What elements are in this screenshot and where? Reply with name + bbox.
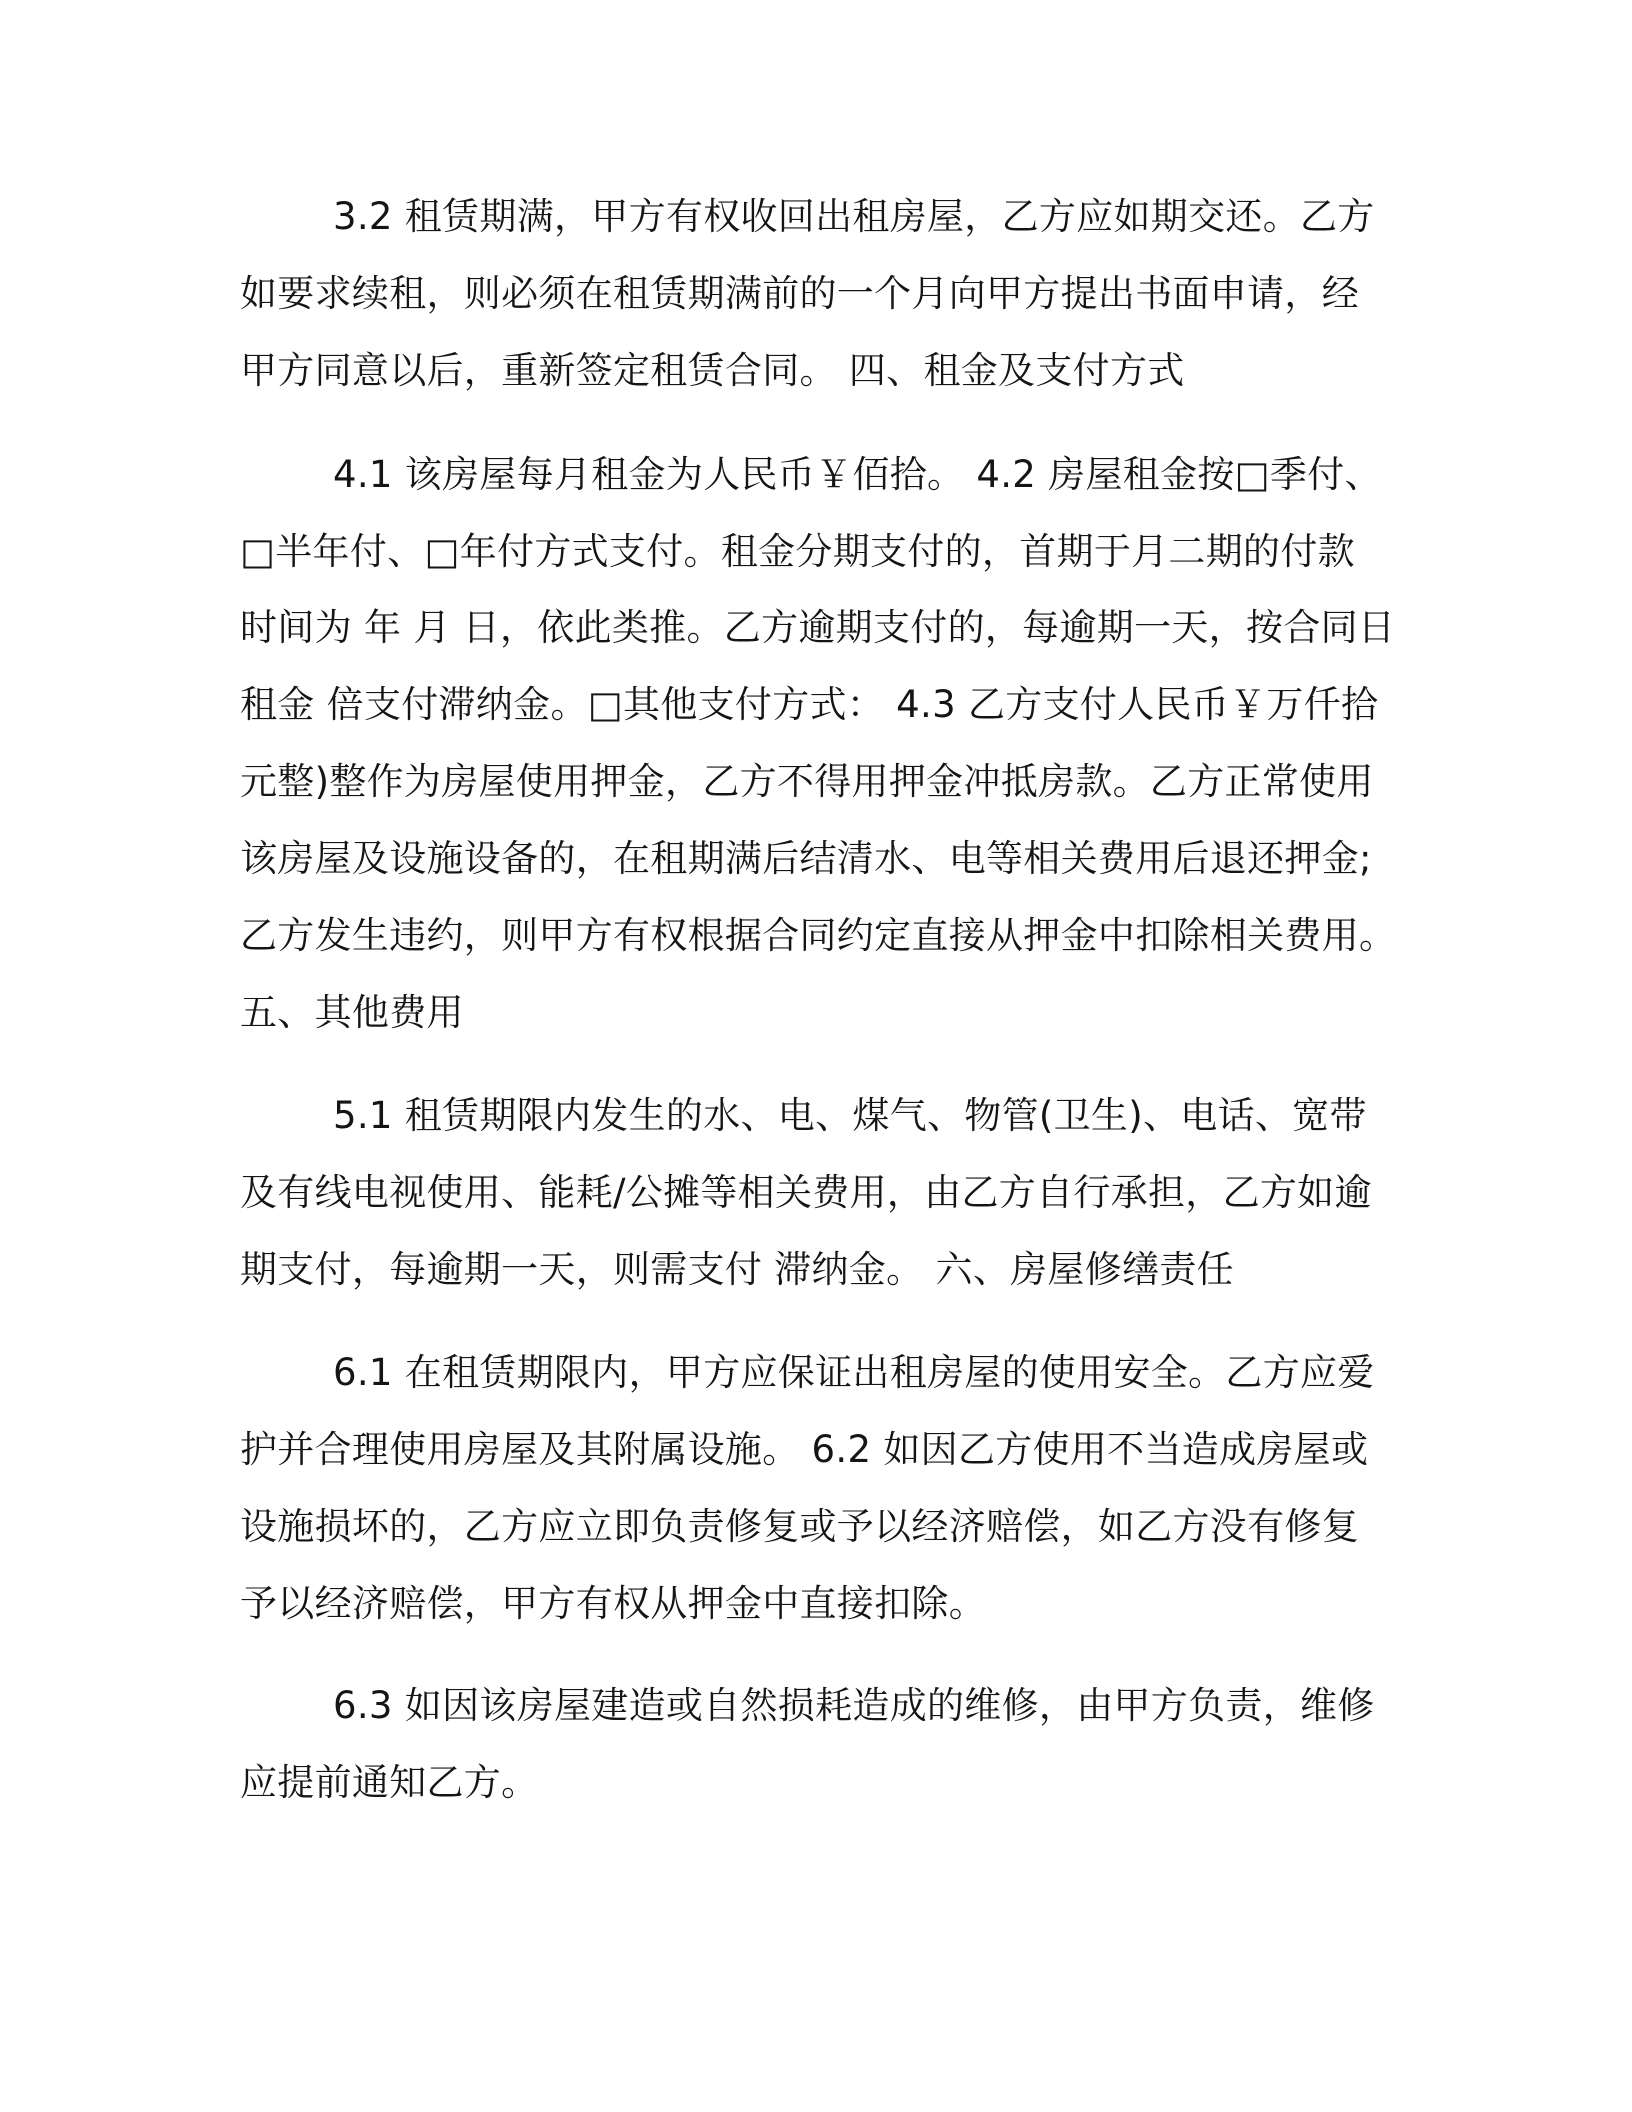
text-line: 元整)整作为房屋使用押金，乙方不得用押金冲抵房款。乙方正常使用 xyxy=(240,760,1374,803)
text-line: 5.1 租赁期限内发生的水、电、煤气、物管(卫生)、电话、宽带 xyxy=(333,1094,1367,1137)
text-line: 予以经济赔偿，甲方有权从押金中直接扣除。 xyxy=(240,1582,986,1625)
text-line: 租金 倍支付滞纳金。□其他支付方式： 4.3 乙方支付人民币￥万仟拾 xyxy=(240,683,1379,726)
text-line: 时间为 年 月 日，依此类推。乙方逾期支付的，每逾期一天，按合同日 xyxy=(240,606,1396,649)
text-line: 6.3 如因该房屋建造或自然损耗造成的维修，由甲方负责，维修 xyxy=(333,1684,1375,1727)
text-line: 3.2 租赁期满，甲方有权收回出租房屋，乙方应如期交还。乙方 xyxy=(333,195,1375,238)
text-line: 该房屋及设施设备的，在租期满后结清水、电等相关费用后退还押金; xyxy=(240,837,1372,880)
text-line: 4.1 该房屋每月租金为人民币￥佰拾。 4.2 房屋租金按□季付、 xyxy=(333,453,1382,496)
text-line: 设施损坏的，乙方应立即负责修复或予以经济赔偿，如乙方没有修复 xyxy=(240,1505,1359,1548)
text-line: 应提前通知乙方。 xyxy=(240,1761,539,1804)
text-line: 甲方同意以后，重新签定租赁合同。 四、租金及支付方式 xyxy=(240,349,1185,392)
text-line: 如要求续租，则必须在租赁期满前的一个月向甲方提出书面申请，经 xyxy=(240,272,1359,315)
section-heading: 五、其他费用 xyxy=(240,991,464,1034)
text-line: □半年付、□年付方式支付。租金分期支付的，首期于月二期的付款 xyxy=(240,530,1355,573)
text-line: 护并合理使用房屋及其附属设施。 6.2 如因乙方使用不当造成房屋或 xyxy=(240,1428,1369,1471)
text-line: 及有线电视使用、能耗/公摊等相关费用，由乙方自行承担，乙方如逾 xyxy=(240,1171,1372,1214)
text-line: 期支付，每逾期一天，则需支付 滞纳金。 六、房屋修缮责任 xyxy=(240,1248,1234,1291)
text-line: 6.1 在租赁期限内，甲方应保证出租房屋的使用安全。乙方应爱 xyxy=(333,1351,1375,1394)
text-line: 乙方发生违约，则甲方有权根据合同约定直接从押金中扣除相关费用。 xyxy=(240,914,1397,957)
